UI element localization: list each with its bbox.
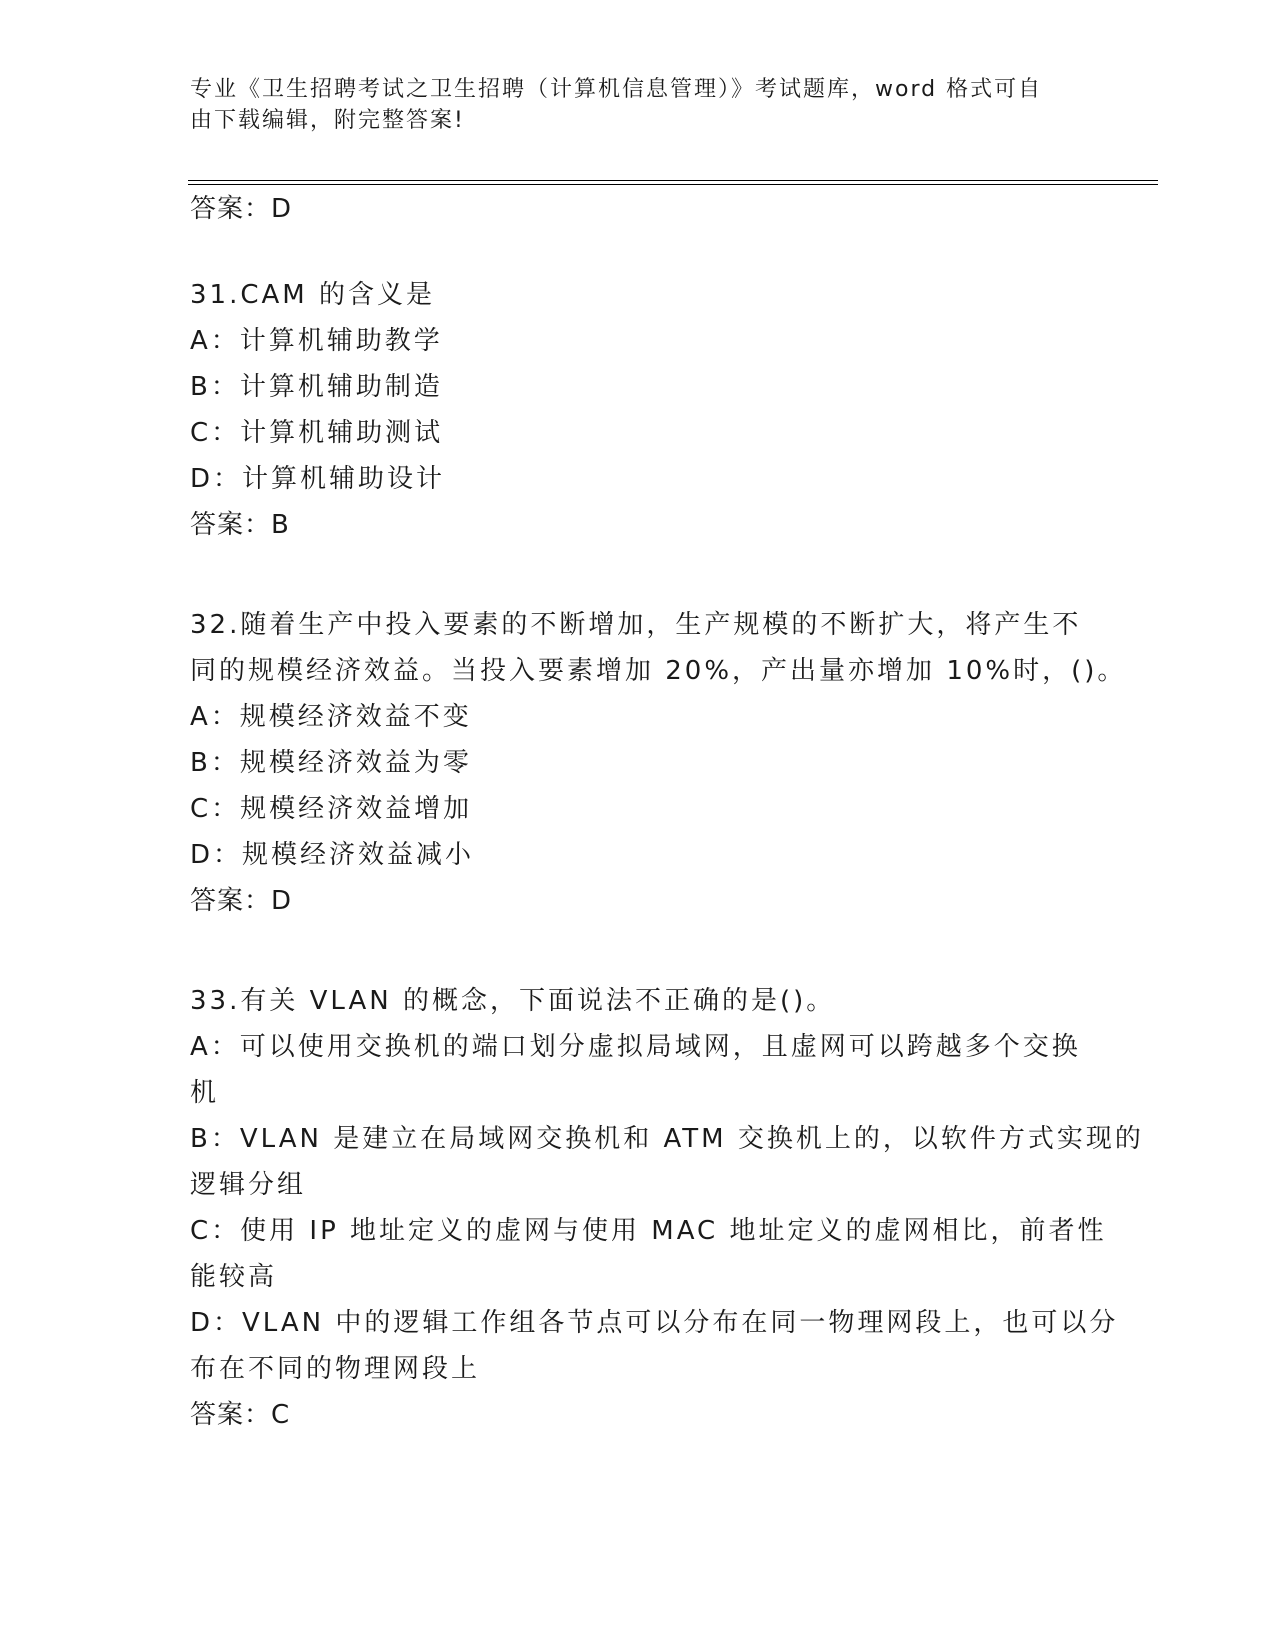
answer-label: 答案：B — [190, 510, 290, 540]
option-a-line-1: A：可以使用交换机的端口划分虚拟局域网，且虚网可以跨越多个交换 — [190, 1032, 1081, 1062]
question-32 — [190, 602, 1127, 924]
header-divider-top — [188, 180, 1158, 181]
option-b-line-2: 逻辑分组 — [190, 1170, 307, 1200]
header-line-1: 专业《卫生招聘考试之卫生招聘（计算机信息管理）》考试题库，word 格式可自 — [190, 77, 1043, 102]
option-d-line-1: D：VLAN 中的逻辑工作组各节点可以分布在同一物理网段上，也可以分 — [190, 1308, 1119, 1338]
answer-label: 答案：D — [190, 194, 293, 224]
option-b: B：计算机辅助制造 — [190, 372, 443, 402]
question-stem-line-2: 同的规模经济效益。当投入要素增加 20%，产出量亦增加 10%时，()。 — [190, 656, 1127, 686]
option-c-line-1: C：使用 IP 地址定义的虚网与使用 MAC 地址定义的虚网相比，前者性 — [190, 1216, 1107, 1246]
option-c: C：计算机辅助测试 — [190, 418, 444, 448]
header-line-2: 由下载编辑，附完整答案! — [190, 108, 465, 133]
option-a: A：规模经济效益不变 — [190, 702, 472, 732]
option-c-line-2: 能较高 — [190, 1262, 278, 1292]
document-header — [190, 74, 1080, 136]
answer-label: 答案：C — [190, 1400, 291, 1430]
answer-label: 答案：D — [190, 886, 293, 916]
option-b-line-1: B：VLAN 是建立在局域网交换机和 ATM 交换机上的，以软件方式实现的 — [190, 1124, 1144, 1154]
question-stem: 31.CAM 的含义是 — [190, 280, 435, 310]
previous-answer-block — [190, 186, 1090, 232]
question-33 — [190, 978, 1144, 1438]
option-b: B：规模经济效益为零 — [190, 748, 472, 778]
option-a-line-2: 机 — [190, 1078, 220, 1108]
option-d: D：规模经济效益减小 — [190, 840, 475, 870]
option-d-line-2: 布在不同的物理网段上 — [190, 1354, 481, 1384]
question-stem: 33.有关 VLAN 的概念，下面说法不正确的是()。 — [190, 986, 836, 1016]
option-d: D：计算机辅助设计 — [190, 464, 446, 494]
question-31 — [190, 272, 1090, 548]
question-stem-line-1: 32.随着生产中投入要素的不断增加，生产规模的不断扩大，将产生不 — [190, 610, 1082, 640]
option-c: C：规模经济效益增加 — [190, 794, 473, 824]
header-divider-bottom — [188, 184, 1158, 185]
option-a: A：计算机辅助教学 — [190, 326, 443, 356]
